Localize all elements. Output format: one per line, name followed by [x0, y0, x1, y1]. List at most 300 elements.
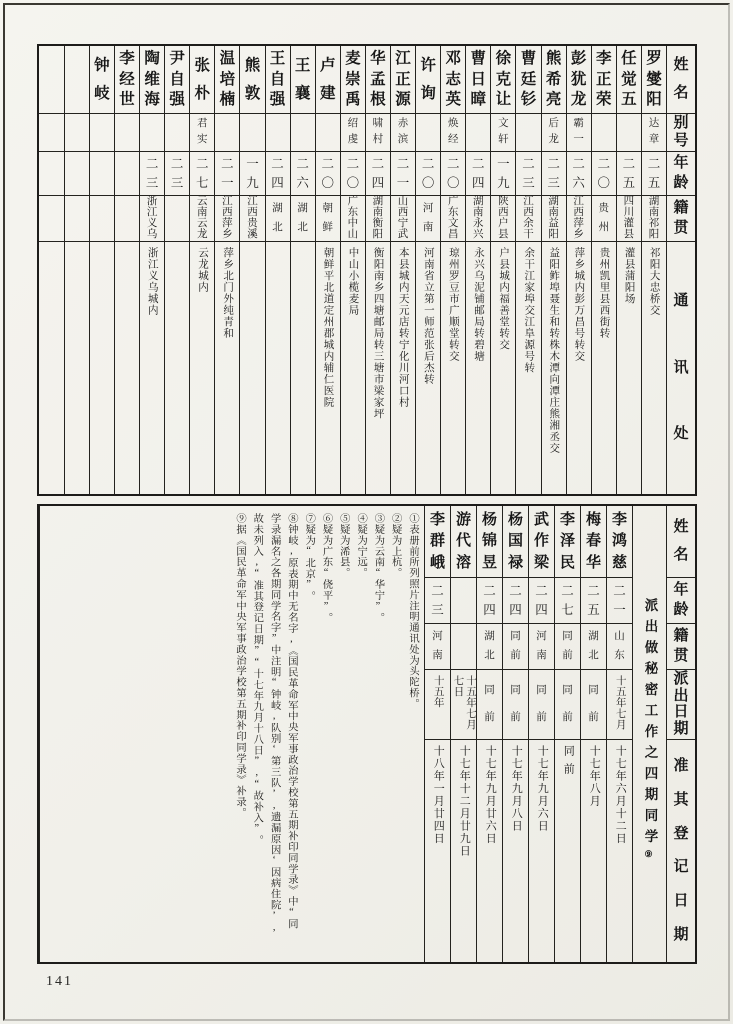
glyph: 邓 — [445, 50, 461, 68]
glyph: 四 — [271, 175, 284, 190]
glyph: 二 — [613, 583, 626, 598]
special-annotation-cell — [633, 506, 666, 962]
glyph: 同 — [510, 631, 521, 642]
native-place-cell — [451, 624, 476, 670]
glyph: 灌 — [623, 217, 635, 229]
dispatch-date-text: 十五年七月七日 — [452, 675, 476, 730]
registration-date-cell — [529, 740, 554, 962]
header-cell-age — [667, 578, 695, 624]
age-cell — [425, 578, 450, 624]
person-column — [265, 46, 290, 494]
glyph: 〇 — [446, 175, 460, 190]
glyph: 二 — [271, 157, 284, 171]
glyph: 钟 — [94, 57, 110, 74]
glyph: 二 — [647, 157, 661, 171]
address-text: 本县城内天元店转宁化川河口村 — [397, 247, 409, 408]
top-header-column — [666, 46, 695, 494]
glyph: 县 — [498, 228, 509, 240]
glyph: 永 — [473, 217, 484, 229]
address-cell — [341, 242, 365, 494]
name-cell — [567, 46, 591, 114]
address-text: 益阳鲊埠聂生和转株木潭向潭庄熊湘丞交 — [548, 247, 560, 454]
header-cell-age — [667, 152, 695, 196]
registration-date-text: 十七年六月十二日 — [614, 745, 627, 845]
footnote-column: ②疑为上杭。 — [389, 513, 401, 579]
glyph: 群 — [429, 533, 445, 549]
address-cell — [466, 242, 490, 494]
age-cell — [215, 152, 239, 196]
glyph: 后 — [548, 118, 559, 130]
name-cell — [115, 46, 139, 114]
glyph: 源 — [395, 91, 411, 109]
glyph: 龙 — [570, 91, 587, 109]
glyph: 二 — [572, 157, 585, 171]
registration-date-text: 同前 — [562, 745, 575, 781]
person-column — [214, 46, 239, 494]
glyph: 犹 — [570, 70, 587, 88]
glyph: 萍 — [573, 217, 584, 229]
name-cell — [366, 46, 390, 114]
glyph: 许 — [420, 57, 436, 74]
age-cell — [555, 578, 580, 624]
glyph: 五 — [621, 91, 637, 109]
glyph: 国 — [507, 533, 523, 549]
alias-cell — [140, 114, 164, 152]
alias-cell — [341, 114, 365, 152]
glyph: 培 — [219, 70, 236, 88]
name-cell — [451, 506, 476, 578]
person-column — [415, 46, 440, 494]
name-cell — [592, 46, 616, 114]
glyph: 阳 — [648, 228, 660, 240]
glyph: 二 — [535, 583, 548, 598]
glyph: 二 — [547, 157, 560, 171]
age-cell — [190, 152, 214, 196]
native-place-cell — [391, 196, 415, 242]
person-column — [450, 506, 476, 962]
person-column — [490, 46, 515, 494]
address-cell — [567, 242, 591, 494]
glyph: 李 — [596, 50, 612, 68]
alias-cell — [190, 114, 214, 152]
glyph: 湖 — [588, 631, 599, 642]
glyph: 阳 — [646, 91, 662, 109]
glyph: 山 — [397, 196, 409, 207]
glyph: 孟 — [370, 70, 386, 88]
glyph: 杨 — [507, 511, 523, 528]
glyph: 经 — [119, 70, 135, 88]
alias-cell — [542, 114, 566, 152]
person-column — [502, 506, 528, 962]
glyph: 绍 — [347, 118, 359, 130]
age-cell — [503, 578, 528, 624]
glyph: 日 — [470, 70, 487, 88]
native-place-cell — [165, 196, 189, 242]
name-cell — [341, 46, 365, 114]
name-cell — [503, 506, 528, 578]
glyph: 朴 — [194, 84, 211, 102]
glyph: 任 — [621, 50, 637, 68]
glyph: 溶 — [455, 554, 471, 571]
glyph: 西 — [523, 206, 534, 218]
glyph: 君 — [197, 118, 208, 130]
glyph: 西 — [573, 206, 584, 218]
person-column — [515, 46, 540, 494]
glyph: 村 — [372, 134, 384, 146]
glyph: 一 — [246, 157, 259, 171]
glyph: 三 — [431, 602, 444, 617]
glyph: 华 — [585, 554, 601, 571]
top-register-table — [37, 44, 697, 496]
footnote-column: 学录漏名之各期同学名字”中注明“钟岐,队别‘第三队’,遗漏原因‘因病住院’, — [268, 513, 280, 934]
glyph: 登 — [673, 825, 689, 842]
glyph: 王 — [294, 57, 311, 74]
glyph: 楠 — [219, 91, 236, 109]
glyph: 期 — [673, 721, 689, 738]
age-cell — [529, 578, 554, 624]
name-cell — [291, 46, 315, 114]
glyph: 二 — [196, 157, 209, 171]
glyph: 湖 — [297, 203, 308, 214]
name-cell — [240, 46, 264, 114]
glyph: 西 — [222, 206, 233, 218]
empty-column — [64, 46, 89, 494]
native-place-cell — [477, 624, 502, 670]
glyph: 姓 — [673, 518, 689, 535]
person-column — [239, 46, 264, 494]
name-cell — [266, 46, 290, 114]
glyph: 尹 — [169, 50, 185, 68]
dispatch-date-cell — [451, 670, 476, 740]
glyph: 李 — [119, 50, 135, 68]
alias-cell — [466, 114, 490, 152]
glyph: 鸿 — [611, 533, 627, 549]
address-cell — [592, 242, 616, 494]
address-cell — [542, 242, 566, 494]
glyph: 籍 — [673, 628, 689, 644]
age-cell — [617, 152, 641, 196]
glyph: 张 — [194, 57, 211, 74]
glyph: 崇 — [345, 70, 361, 88]
address-cell — [617, 242, 641, 494]
glyph: 实 — [197, 134, 208, 146]
footnote-column: ⑧钟岐,原表期中无名字,《国民革命军中央军事政治学校第五期补印同学录》中“同 — [285, 513, 297, 930]
person-column — [566, 46, 591, 494]
glyph: 作 — [533, 533, 549, 549]
person-column — [340, 46, 365, 494]
registration-date-cell — [503, 740, 528, 962]
glyph: 中 — [347, 217, 359, 229]
name-cell — [316, 46, 340, 114]
glyph: 一 — [497, 157, 510, 171]
glyph: 益 — [548, 217, 559, 229]
age-cell — [567, 152, 591, 196]
person-column — [580, 506, 606, 962]
address-text: 永兴乌泥铺邮局转碧塘 — [473, 247, 484, 362]
native-place-cell — [240, 196, 264, 242]
registration-date-cell — [451, 740, 476, 962]
age-cell — [266, 152, 290, 196]
address-cell — [215, 242, 239, 494]
native-place-cell — [466, 196, 490, 242]
glyph: 湖 — [372, 196, 384, 207]
glyph: 泽 — [559, 533, 575, 549]
glyph: 湖 — [484, 631, 495, 642]
address-cell — [140, 242, 164, 494]
glyph: 一 — [221, 175, 234, 190]
glyph: 同 — [588, 685, 599, 696]
glyph: 梁 — [533, 554, 549, 571]
glyph: 五 — [647, 175, 661, 190]
glyph: 霸 — [573, 118, 584, 130]
glyph: 乡 — [222, 228, 233, 240]
glyph: 四 — [623, 196, 635, 207]
address-cell — [316, 242, 340, 494]
alias-cell — [366, 114, 390, 152]
glyph: 南 — [197, 206, 208, 218]
footnotes-block — [39, 506, 424, 962]
native-place-cell — [416, 196, 440, 242]
glyph: 罗 — [646, 50, 662, 68]
glyph: 觉 — [621, 70, 637, 88]
glyph: 陶 — [144, 50, 160, 68]
glyph: 〇 — [346, 175, 360, 190]
address-cell — [291, 242, 315, 494]
name-cell — [391, 46, 415, 114]
glyph: 曹 — [470, 50, 487, 68]
glyph: 衡 — [372, 217, 384, 229]
glyph: 代 — [455, 533, 471, 549]
glyph: 二 — [446, 157, 460, 171]
glyph: 二 — [622, 157, 636, 171]
glyph: 五 — [587, 602, 600, 617]
glyph: 干 — [523, 228, 534, 240]
glyph: 户 — [498, 217, 509, 229]
address-text: 户县城内福善堂转交 — [498, 247, 510, 351]
glyph: 南 — [536, 649, 547, 661]
glyph: 江 — [523, 196, 534, 207]
glyph: 西 — [247, 206, 258, 218]
age-cell — [491, 152, 515, 196]
glyph: 亮 — [545, 91, 562, 109]
person-column — [164, 46, 189, 494]
glyph: 姓 — [673, 57, 689, 74]
glyph: 轩 — [498, 134, 509, 146]
glyph: 南 — [648, 206, 660, 218]
glyph: 河 — [536, 631, 547, 642]
age-cell — [451, 578, 476, 624]
glyph: 让 — [495, 91, 512, 109]
address-text: 萍乡北门外纯青和 — [222, 247, 234, 339]
glyph: 熊 — [244, 57, 261, 74]
native-place-cell — [617, 196, 641, 242]
glyph: 啸 — [372, 118, 384, 130]
glyph: 六 — [296, 175, 309, 190]
glyph: 〇 — [321, 175, 334, 190]
glyph: 襄 — [294, 84, 311, 102]
glyph: 克 — [495, 70, 512, 88]
address-cell — [491, 242, 515, 494]
alias-cell — [567, 114, 591, 152]
glyph: 二 — [170, 157, 184, 171]
glyph: 乡 — [573, 228, 584, 240]
glyph: 文 — [498, 118, 509, 130]
address-cell — [266, 242, 290, 494]
glyph: 四 — [371, 175, 385, 190]
glyph: 河 — [432, 631, 443, 642]
glyph: 贵 — [598, 203, 610, 214]
glyph: 一 — [396, 175, 410, 190]
glyph: 春 — [585, 533, 601, 549]
glyph: 英 — [445, 91, 461, 109]
glyph: 名 — [673, 84, 689, 101]
age-cell — [391, 152, 415, 196]
glyph: 同 — [484, 685, 495, 696]
footnote-column: ③疑为云南“华宁”。 — [372, 513, 384, 624]
native-place-cell — [592, 196, 616, 242]
glyph: 民 — [559, 554, 575, 571]
glyph: 海 — [144, 91, 160, 109]
glyph: 敦 — [244, 84, 261, 102]
name-cell — [607, 506, 632, 578]
glyph: 记 — [673, 859, 689, 876]
glyph: 年 — [673, 582, 689, 598]
name-cell — [140, 46, 164, 114]
glyph: 龙 — [548, 134, 559, 146]
glyph: 〇 — [597, 175, 611, 190]
header-cell-native — [667, 196, 695, 242]
age-cell — [592, 152, 616, 196]
address-cell — [391, 242, 415, 494]
footnote-column: ⑥疑为广东“侥平”。 — [320, 513, 332, 624]
registration-date-text: 十八年一月廿四日 — [432, 745, 445, 845]
native-place-cell — [266, 196, 290, 242]
glyph: 东 — [614, 649, 625, 661]
native-place-cell — [441, 196, 465, 242]
registration-date-cell — [477, 740, 502, 962]
dispatch-date-text: 十五年七月 — [614, 675, 626, 730]
person-column — [365, 46, 390, 494]
footnote-column: ①表册前所列照片注明通讯处为头陀桥。 — [407, 513, 418, 710]
glyph: 年 — [673, 155, 689, 172]
glyph: 游 — [455, 511, 471, 528]
native-place-cell — [215, 196, 239, 242]
header-cell-name — [667, 46, 695, 114]
glyph: 章 — [648, 134, 660, 146]
age-cell — [542, 152, 566, 196]
age-cell — [90, 152, 114, 196]
name-cell — [617, 46, 641, 114]
glyph: 二 — [561, 583, 574, 598]
person-column — [424, 506, 450, 962]
header-cell-registration — [667, 740, 695, 962]
glyph: 贵 — [247, 217, 258, 229]
glyph: 二 — [321, 157, 334, 171]
glyph: 建 — [319, 84, 336, 102]
glyph: 李 — [611, 511, 627, 528]
glyph: 钐 — [520, 91, 537, 109]
glyph: 西 — [397, 206, 409, 218]
glyph: 暲 — [470, 91, 487, 109]
glyph: 九 — [246, 175, 259, 190]
glyph: 同 — [562, 631, 573, 642]
glyph: 一 — [573, 134, 584, 146]
age-cell — [516, 152, 540, 196]
glyph: 根 — [370, 91, 386, 109]
glyph: 南 — [548, 206, 559, 218]
footnote-column: 故未列入,“准其登记日期”“十七年九月十八日”,“故补入”。 — [251, 513, 263, 846]
glyph: 江 — [247, 196, 258, 207]
name-cell — [466, 46, 490, 114]
glyph: 曹 — [520, 50, 537, 68]
address-cell — [516, 242, 540, 494]
footnote-column: ④疑为宁远。 — [355, 513, 367, 579]
address-text: 衡阳南乡四塘邮局转三塘市梁家坪 — [372, 247, 384, 420]
glyph: 山 — [347, 228, 359, 240]
glyph: 王 — [269, 50, 286, 68]
glyph: 朝 — [322, 203, 333, 214]
glyph: 二 — [421, 157, 435, 171]
glyph: 鲜 — [322, 221, 333, 233]
empty-column — [39, 46, 64, 494]
bottom-register-table — [37, 504, 697, 964]
glyph: 正 — [596, 70, 612, 88]
person-column — [641, 46, 666, 494]
glyph: 自 — [269, 70, 286, 88]
glyph: 东 — [347, 206, 359, 218]
age-cell — [581, 578, 606, 624]
glyph: 派 — [673, 670, 689, 687]
name-cell — [642, 46, 666, 114]
address-text: 萍乡城内彭万昌号转交 — [573, 247, 585, 362]
glyph: 同 — [562, 685, 573, 696]
address-text: 余干江家埠交江阜源号转 — [523, 247, 535, 374]
glyph: 处 — [673, 426, 689, 443]
name-cell — [529, 506, 554, 578]
glyph: 江 — [395, 50, 411, 68]
age-cell — [291, 152, 315, 196]
glyph: 浙 — [146, 196, 158, 207]
registration-date-cell — [425, 740, 450, 962]
registration-date-text: 十七年九月八日 — [510, 745, 523, 833]
address-cell — [366, 242, 390, 494]
address-text: 中山小榄麦局 — [347, 247, 359, 316]
alias-cell — [491, 114, 515, 152]
glyph: 江 — [222, 196, 233, 207]
glyph: 荣 — [596, 91, 612, 109]
special-annotation-column — [632, 506, 666, 962]
glyph: 溪 — [247, 228, 258, 240]
dispatch-date-cell — [425, 670, 450, 740]
glyph: 四 — [509, 602, 522, 617]
header-cell-address — [667, 242, 695, 494]
glyph: 峨 — [429, 554, 445, 571]
glyph: 准 — [673, 757, 689, 774]
glyph: 北 — [297, 221, 308, 233]
person-column — [114, 46, 139, 494]
glyph: 同 — [510, 685, 521, 696]
glyph: 温 — [219, 50, 236, 68]
glyph: 四 — [483, 602, 496, 617]
dispatch-date-cell — [555, 670, 580, 740]
glyph: 前 — [484, 711, 495, 723]
alias-cell — [416, 114, 440, 152]
name-cell — [491, 46, 515, 114]
glyph: 萍 — [222, 217, 233, 229]
glyph: 岐 — [94, 84, 110, 102]
registration-date-cell — [607, 740, 632, 962]
glyph: 二 — [371, 157, 385, 171]
